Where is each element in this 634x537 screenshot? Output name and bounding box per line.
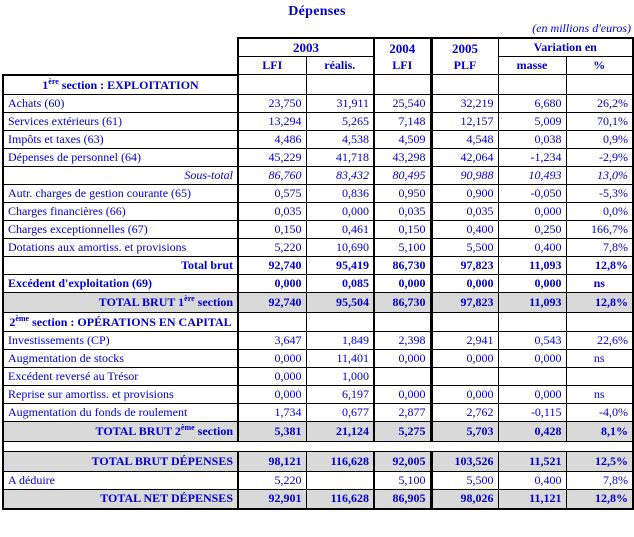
cell-lfi-2004: 86,730 [374, 292, 431, 312]
cell-lfi-2004: 5,100 [374, 238, 431, 256]
col-header-lfi-2003: LFI [238, 57, 306, 75]
cell-variation-masse: 11,121 [498, 489, 566, 509]
table-row [3, 331, 633, 349]
cell-variation-masse: -1,234 [498, 148, 566, 166]
cell-realis-2003: 0,000 [306, 202, 374, 220]
cell-plf-2005: 0,900 [431, 184, 498, 202]
cell-lfi-2004: 0,035 [374, 202, 431, 220]
table-row [3, 130, 633, 148]
header-empty-corner [3, 38, 238, 57]
section-header-row [3, 75, 633, 95]
row-label: Excédent reversé au Trésor [3, 367, 238, 385]
cell-variation-masse: 11,093 [498, 292, 566, 312]
cell-variation-masse: 5,009 [498, 112, 566, 130]
row-label: TOTAL BRUT DÉPENSES [3, 451, 238, 471]
cell-lfi-2004: 0,000 [374, 385, 431, 403]
ordinal-superscript: ère [48, 76, 59, 86]
cell-lfi-2003: 1,734 [238, 403, 306, 421]
cell-variation-pct: 12,8% [566, 489, 633, 509]
row-label: Investissements (CP) [3, 331, 238, 349]
label-text: section : OPÉRATIONS EN CAPITAL [29, 314, 232, 329]
table-row [3, 202, 633, 220]
cell-lfi-2003: 92,901 [238, 489, 306, 509]
total-row [3, 292, 633, 312]
row-label: TOTAL NET DÉPENSES [3, 489, 238, 509]
table-header [3, 38, 633, 75]
cell-variation-pct: 22,6% [566, 331, 633, 349]
cell-plf-2005: 5,703 [431, 421, 498, 441]
cell-variation-masse: 0,038 [498, 130, 566, 148]
cell-lfi-2003: 5,220 [238, 238, 306, 256]
cell-lfi-2003: 92,740 [238, 256, 306, 274]
cell-variation-masse: 0,000 [498, 202, 566, 220]
cell-realis-2003 [306, 312, 374, 331]
cell-lfi-2004: 86,905 [374, 489, 431, 509]
col-header-pct: % [566, 57, 633, 75]
cell-plf-2005: 90,988 [431, 166, 498, 184]
cell-lfi-2003: 45,229 [238, 148, 306, 166]
cell-lfi-2004 [374, 312, 431, 331]
cell-plf-2005: 0,000 [431, 385, 498, 403]
cell-plf-2005: 0,400 [431, 220, 498, 238]
cell-plf-2005: 12,157 [431, 112, 498, 130]
col-header-2004-lfi [374, 38, 431, 75]
cell-lfi-2004: 0,150 [374, 220, 431, 238]
label-text: 1 [42, 77, 49, 92]
spacer-row [3, 441, 633, 451]
cell-plf-2005: 0,000 [431, 349, 498, 367]
cell-lfi-2003: 13,294 [238, 112, 306, 130]
row-label [3, 75, 238, 95]
cell-variation-pct: 26,2% [566, 94, 633, 112]
cell-plf-2005: 5,500 [431, 238, 498, 256]
cell-lfi-2003: 5,220 [238, 471, 306, 489]
ordinal-superscript: ème [180, 422, 195, 432]
row-label: Impôts et taxes (63) [3, 130, 238, 148]
cell-lfi-2004: 2,398 [374, 331, 431, 349]
cell-realis-2003: 21,124 [306, 421, 374, 441]
row-label: A déduire [3, 471, 238, 489]
cell-realis-2003: 31,911 [306, 94, 374, 112]
row-label: Total brut [3, 256, 238, 274]
row-label [3, 421, 238, 441]
spacer-cell [3, 441, 633, 451]
cell-plf-2005: 2,941 [431, 331, 498, 349]
cell-variation-masse: 0,250 [498, 220, 566, 238]
col-header-realis-2003: réalis. [306, 57, 374, 75]
cell-variation-pct: 7,8% [566, 471, 633, 489]
cell-lfi-2003: 23,750 [238, 94, 306, 112]
table-row [3, 471, 633, 489]
cell-plf-2005 [431, 367, 498, 385]
row-label: Sous-total [3, 166, 238, 184]
cell-lfi-2004 [374, 367, 431, 385]
cell-variation-pct: 70,1% [566, 112, 633, 130]
cell-plf-2005: 5,500 [431, 471, 498, 489]
col-header-variation: Variation en [498, 38, 633, 57]
cell-realis-2003 [306, 75, 374, 95]
cell-plf-2005: 0,035 [431, 202, 498, 220]
label-text: TOTAL BRUT 2 [95, 423, 181, 438]
cell-plf-2005: 98,026 [431, 489, 498, 509]
label-text: TOTAL BRUT 1 [98, 294, 185, 309]
cell-variation-masse: 0,400 [498, 238, 566, 256]
cell-variation-masse: 0,000 [498, 349, 566, 367]
row-label: Augmentation de stocks [3, 349, 238, 367]
cell-variation-masse: 0,428 [498, 421, 566, 441]
row-label [3, 292, 238, 312]
cell-variation-masse: -0,050 [498, 184, 566, 202]
cell-lfi-2004: 5,275 [374, 421, 431, 441]
label-text: 2 [9, 314, 16, 329]
cell-lfi-2004: 86,730 [374, 256, 431, 274]
row-label: Dotations aux amortiss. et provisions [3, 238, 238, 256]
label-text: section : EXPLOITATION [58, 77, 199, 92]
row-label: Achats (60) [3, 94, 238, 112]
cell-lfi-2003: 0,000 [238, 385, 306, 403]
table-row [3, 94, 633, 112]
cell-realis-2003: 0,461 [306, 220, 374, 238]
row-label: Dépenses de personnel (64) [3, 148, 238, 166]
table-row [3, 112, 633, 130]
col-header-2003: 2003 [238, 38, 374, 57]
cell-variation-pct: -5,3% [566, 184, 633, 202]
label-text: section [194, 423, 233, 438]
cell-lfi-2003: 5,381 [238, 421, 306, 441]
col-header-masse: masse [498, 57, 566, 75]
cell-lfi-2003: 0,000 [238, 349, 306, 367]
row-label: Autr. charges de gestion courante (65) [3, 184, 238, 202]
cell-lfi-2003: 0,575 [238, 184, 306, 202]
cell-variation-masse: 11,521 [498, 451, 566, 471]
col-header-2005-plf [431, 38, 498, 75]
cell-variation-masse: 6,680 [498, 94, 566, 112]
cell-realis-2003: 0,677 [306, 403, 374, 421]
cell-variation-masse: 0,543 [498, 331, 566, 349]
cell-variation-masse: 0,000 [498, 274, 566, 292]
cell-variation-masse: 0,000 [498, 385, 566, 403]
page-title: Dépenses [288, 4, 346, 19]
table-body [3, 75, 633, 510]
row-label [3, 312, 238, 331]
cell-lfi-2003: 0,000 [238, 367, 306, 385]
table-row [3, 148, 633, 166]
row-label: Services extérieurs (61) [3, 112, 238, 130]
cell-variation-masse: 10,493 [498, 166, 566, 184]
cell-variation-pct: 166,7% [566, 220, 633, 238]
cell-plf-2005: 42,064 [431, 148, 498, 166]
cell-realis-2003: 0,836 [306, 184, 374, 202]
cell-variation-pct [566, 312, 633, 331]
cell-realis-2003: 11,401 [306, 349, 374, 367]
table-row [3, 367, 633, 385]
cell-realis-2003: 10,690 [306, 238, 374, 256]
row-label: Augmentation du fonds de roulement [3, 403, 238, 421]
cell-lfi-2004 [374, 75, 431, 95]
row-label: Charges financières (66) [3, 202, 238, 220]
cell-realis-2003: 95,419 [306, 256, 374, 274]
cell-realis-2003: 83,432 [306, 166, 374, 184]
cell-lfi-2003: 92,740 [238, 292, 306, 312]
cell-variation-pct [566, 367, 633, 385]
cell-variation-pct: 0,0% [566, 202, 633, 220]
table-row [3, 256, 633, 274]
cell-plf-2005: 32,219 [431, 94, 498, 112]
cell-realis-2003: 1,000 [306, 367, 374, 385]
cell-lfi-2004: 0,000 [374, 274, 431, 292]
cell-lfi-2003: 4,486 [238, 130, 306, 148]
cell-plf-2005: 97,823 [431, 292, 498, 312]
cell-variation-pct: ns [566, 349, 633, 367]
cell-lfi-2003 [238, 312, 306, 331]
table-row [3, 349, 633, 367]
table-row [3, 403, 633, 421]
cell-realis-2003: 4,538 [306, 130, 374, 148]
cell-realis-2003: 5,265 [306, 112, 374, 130]
col-header-2004-year: 2004 [389, 40, 416, 56]
col-header-2004-lfi-label: LFI [392, 57, 413, 72]
cell-lfi-2004: 92,005 [374, 451, 431, 471]
cell-lfi-2004: 25,540 [374, 94, 431, 112]
expenses-table [2, 37, 634, 510]
row-label: Excédent d'exploitation (69) [3, 274, 238, 292]
cell-lfi-2004: 4,509 [374, 130, 431, 148]
header-group-row [3, 38, 633, 57]
cell-plf-2005 [431, 312, 498, 331]
table-row [3, 385, 633, 403]
cell-lfi-2003: 86,760 [238, 166, 306, 184]
cell-realis-2003: 1,849 [306, 331, 374, 349]
header-empty-corner [3, 57, 238, 75]
cell-variation-masse: -0,115 [498, 403, 566, 421]
table-row [3, 184, 633, 202]
cell-plf-2005: 97,823 [431, 256, 498, 274]
cell-variation-pct: 0,9% [566, 130, 633, 148]
cell-variation-masse [498, 367, 566, 385]
cell-variation-pct [566, 75, 633, 95]
total-row [3, 421, 633, 441]
cell-plf-2005: 103,526 [431, 451, 498, 471]
row-label: Charges exceptionnelles (67) [3, 220, 238, 238]
cell-variation-masse [498, 312, 566, 331]
cell-variation-pct: 13,0% [566, 166, 633, 184]
cell-variation-masse [498, 75, 566, 95]
cell-realis-2003: 116,628 [306, 451, 374, 471]
section-header-row [3, 312, 633, 331]
cell-variation-pct: -2,9% [566, 148, 633, 166]
cell-realis-2003: 6,197 [306, 385, 374, 403]
cell-variation-pct: 12,5% [566, 451, 633, 471]
total-row [3, 451, 633, 471]
cell-lfi-2003 [238, 75, 306, 95]
cell-lfi-2004: 7,148 [374, 112, 431, 130]
cell-lfi-2004: 5,100 [374, 471, 431, 489]
header-sub-row [3, 57, 633, 75]
cell-plf-2005: 0,000 [431, 274, 498, 292]
cell-variation-pct: 8,1% [566, 421, 633, 441]
cell-variation-pct: 12,8% [566, 292, 633, 312]
cell-lfi-2003: 0,035 [238, 202, 306, 220]
ordinal-superscript: ère [184, 293, 195, 303]
cell-variation-pct: ns [566, 274, 633, 292]
col-header-2005-year: 2005 [452, 40, 478, 56]
cell-realis-2003: 116,628 [306, 489, 374, 509]
cell-lfi-2003: 0,000 [238, 274, 306, 292]
cell-variation-pct: -4,0% [566, 403, 633, 421]
cell-lfi-2004: 80,495 [374, 166, 431, 184]
cell-lfi-2003: 0,150 [238, 220, 306, 238]
cell-plf-2005: 2,762 [431, 403, 498, 421]
cell-lfi-2003: 3,647 [238, 331, 306, 349]
cell-variation-masse: 0,400 [498, 471, 566, 489]
unit-note: (en millions d'euros) [532, 21, 631, 35]
cell-variation-pct: 7,8% [566, 238, 633, 256]
ordinal-superscript: ème [15, 313, 30, 323]
cell-lfi-2004: 43,298 [374, 148, 431, 166]
cell-plf-2005 [431, 75, 498, 95]
cell-lfi-2004: 0,950 [374, 184, 431, 202]
cell-realis-2003 [306, 471, 374, 489]
col-header-2005-plf-label: PLF [453, 57, 477, 72]
table-row [3, 220, 633, 238]
table-row [3, 238, 633, 256]
cell-lfi-2004: 2,877 [374, 403, 431, 421]
cell-realis-2003: 0,085 [306, 274, 374, 292]
table-row [3, 274, 633, 292]
row-label: Reprise sur amortiss. et provisions [3, 385, 238, 403]
label-text: section [194, 294, 233, 309]
cell-realis-2003: 95,504 [306, 292, 374, 312]
total-row [3, 489, 633, 509]
cell-realis-2003: 41,718 [306, 148, 374, 166]
cell-plf-2005: 4,548 [431, 130, 498, 148]
table-row [3, 166, 633, 184]
cell-lfi-2004: 0,000 [374, 349, 431, 367]
cell-variation-masse: 11,093 [498, 256, 566, 274]
cell-variation-pct: 12,8% [566, 256, 633, 274]
cell-variation-pct: ns [566, 385, 633, 403]
cell-lfi-2003: 98,121 [238, 451, 306, 471]
